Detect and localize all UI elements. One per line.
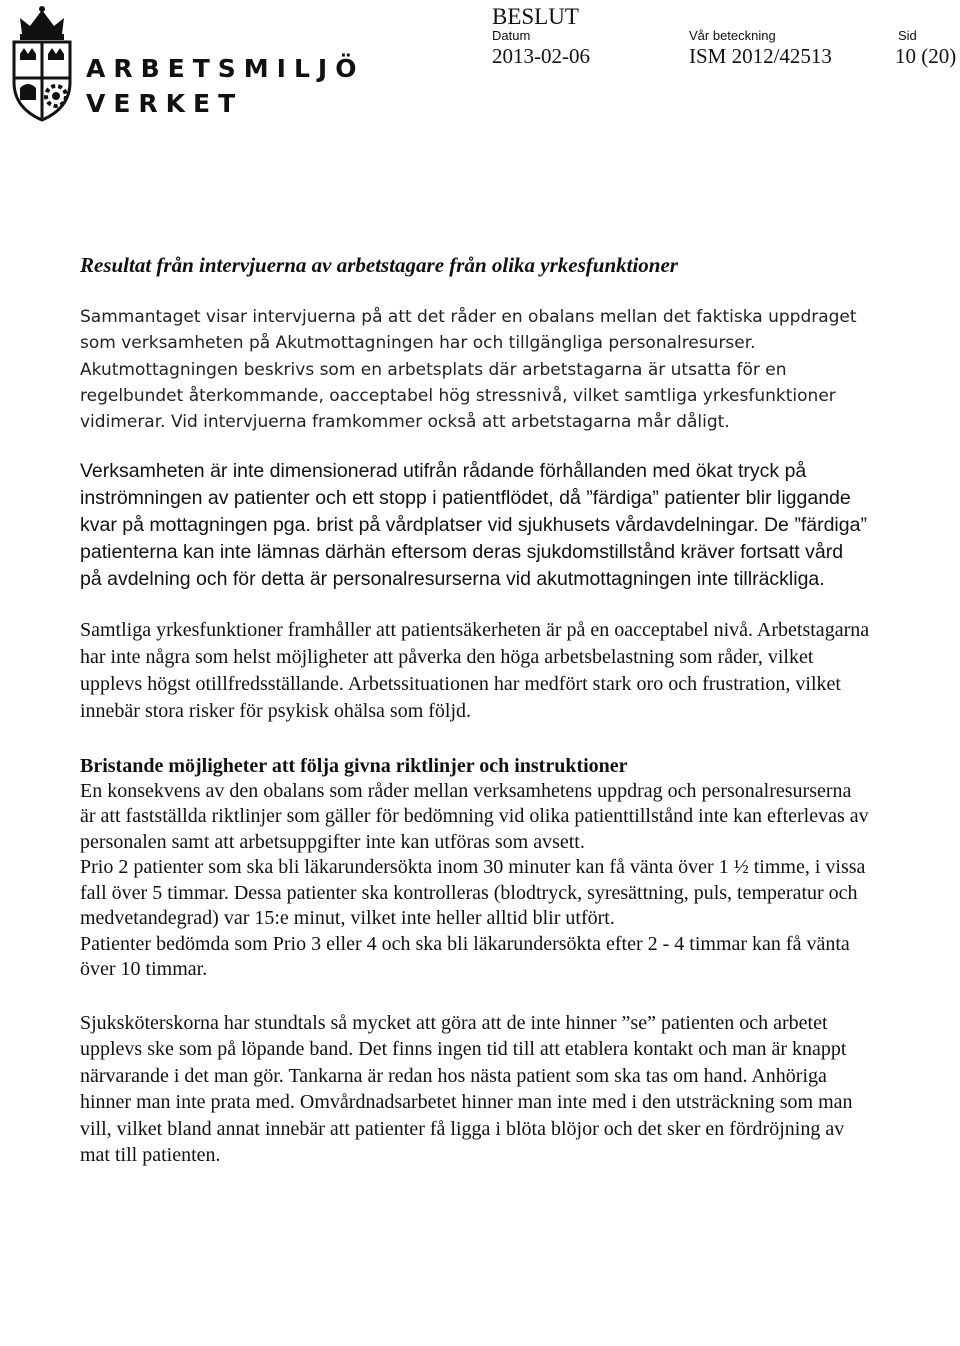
date-value: 2013-02-06 — [492, 44, 590, 68]
page-label: Sid — [898, 28, 917, 43]
paragraph-prio2: Prio 2 patienter som ska bli läkarundersökta inom 30 minuter kan få vänta över 1 ½ timme, i vissa fall över 5 timmar. Dessa patienter ska kontrolleras (blodtryck, syresättning, puls, temperatur och medvetandegrad) var 15:e minut, vilket inte heller alltid blir utfört. — [80, 856, 866, 930]
reference-value: ISM 2012/42513 — [689, 44, 832, 68]
document-body — [80, 252, 870, 1169]
paragraph-patient-safety: Samtliga yrkesfunktioner framhåller att patientsäkerheten är på en oacceptabel nivå. Arbetstagarna har inte några som helst möjligheter att påverka den höga arbetsbelastning som råder, vilket upplevs högst otillfredsställande. Arbetssituationen har medfört stark oro och frustration, vilket innebär stora risker för psykisk ohälsa som följd. — [80, 619, 870, 722]
agency-logo — [6, 4, 365, 124]
paragraph-summary: Sammantaget visar intervjuerna på att det råder en obalans mellan det faktiska uppdraget som verksamheten på Akutmottagningen har och tillgängliga personalresurser. Akutmottagningen beskrivs som en arbetsplats där arbetstagarna är utsatta för en regelbundet återkommande, oacceptabel hög stressnivå, vilket samtliga yrkesfunktioner vidimerar. Vid intervjuerna framkommer också att arbetstagarna mår dåligt. — [80, 307, 857, 433]
paragraph-consequence: En konsekvens av den obalans som råder mellan verksamhetens uppdrag och personalresurserna är att fastställda riktlinjer som gäller för bedömning vid olika patienttillstånd inte kan efterlevas av personalen samt att arbetsuppgifter inte kan utföras som avsett. — [80, 779, 869, 853]
org-name-line2: VERKET — [86, 89, 244, 118]
section-heading-guidelines: Bristande möjligheter att följa givna riktlinjer och instruktioner — [80, 754, 628, 777]
section-heading-results: Resultat från intervjuerna av arbetstagare från olika yrkesfunktioner — [80, 253, 678, 277]
date-label: Datum — [492, 28, 531, 43]
org-name-line1: ARBETSMILJÖ — [86, 54, 365, 83]
paragraph-dimensioning: Verksamheten är inte dimensionerad utifrån rådande förhållanden med ökat tryck på inströmningen av patienter och ett stopp i patientflödet, då ”färdiga” patienter blir liggande kvar på mottagningen pga. brist på vårdplatser vid sjukhusets vårdavdelningar. De ”färdiga” patienterna kan inte lämnas därhän eftersom deras sjukdomstillstånd kräver fortsatt vård på avdelning och för detta är personalresurserna vid akutmottagningen inte tillräckliga. — [80, 460, 867, 590]
document-type: BESLUT — [492, 4, 579, 29]
page-number: 10 (20) — [895, 44, 957, 68]
reference-label: Vår beteckning — [689, 28, 776, 43]
paragraph-nurses: Sjuksköterskorna har stundtals så mycket att göra att de inte hinner ”se” patienten och arbetet upplevs ske som på löpande band. Det finns ingen tid till att etablera kontakt och man är knappt närvarande i det man gör. Tankarna är redan hos nästa patient som ska tas om hand. Anhöriga hinner man inte prata med. Omvårdnadsarbetet hinner man inte med i den utsträckning som man vill, vilket bland annat innebär att patienter få ligga i blöta blöjor och det sker en fördröjning av mat till patienten. — [80, 1011, 853, 1167]
paragraph-prio3-4: Patienter bedömda som Prio 3 eller 4 och ska bli läkarundersökta efter 2 - 4 timmar kan få vänta över 10 timmar. — [80, 932, 850, 981]
coat-of-arms-icon — [6, 4, 78, 124]
